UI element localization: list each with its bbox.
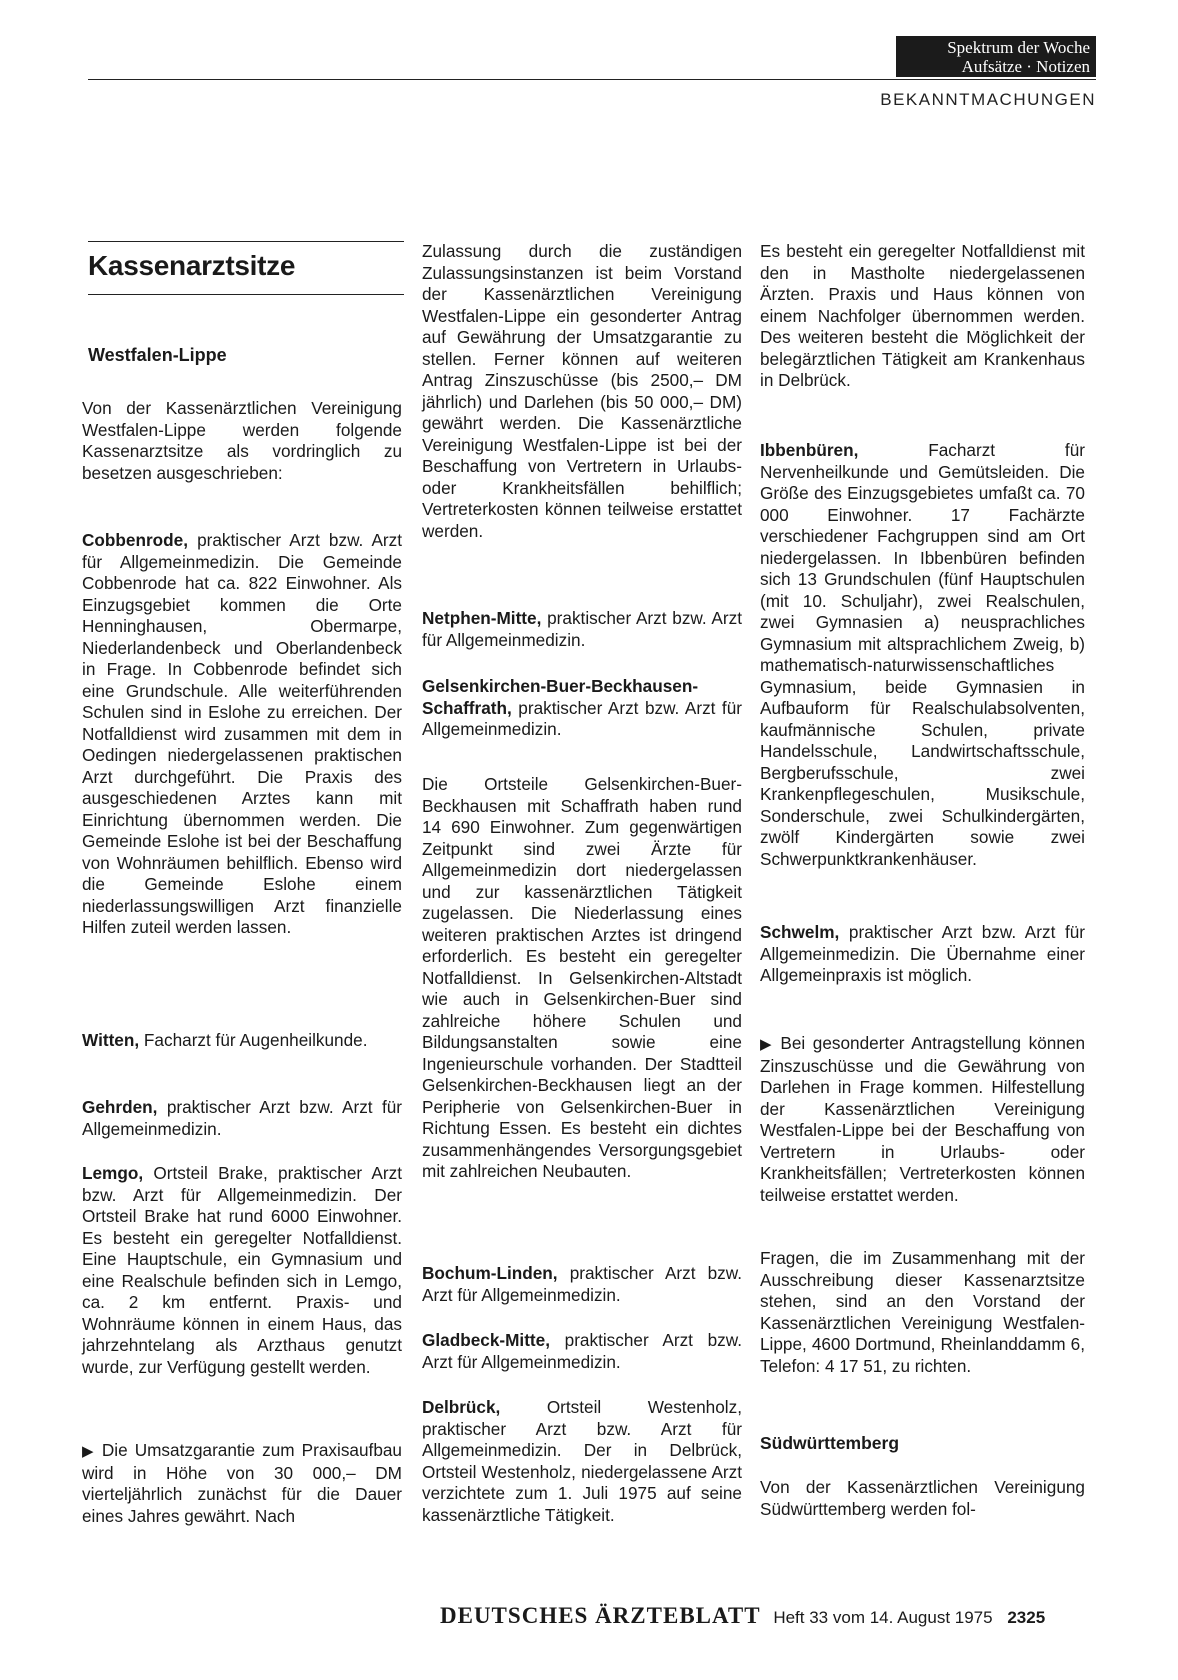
region-heading-westfalen: Westfalen-Lippe [88,345,227,365]
paragraph: Es besteht ein geregelter Notfalldienst mit den in Mastholte niedergelassenen Ärzten. Praxis und Haus können von einem Nachfolger übernommen werden. Des weiteren besteht die Möglichkeit der belegärztlichen Tätigkeit am Krankenhaus in Delbrück. [760,241,1085,390]
place-name: Cobbenrode, [82,530,188,550]
place-name: Gehrden, [82,1097,158,1117]
place-name: Delbrück, [422,1397,501,1417]
triangle-right-icon: ▶ [760,1036,775,1053]
place-name: Netphen-Mitte, [422,608,542,628]
article-title: Kassenarztsitze [88,250,296,281]
place-name: Bochum-Linden, [422,1263,558,1283]
paragraph: Gladbeck-Mitte, praktischer Arzt bzw. Arzt für Allgemeinmedizin. [422,1330,742,1372]
place-name: Ibbenbüren, [760,440,859,460]
paragraph: Bochum-Linden, praktischer Arzt bzw. Arzt für Allgemeinmedizin. [422,1263,743,1305]
region-heading-suedwuerttemberg: Südwürttemberg [760,1433,900,1453]
paragraph: Schwelm, praktischer Arzt bzw. Arzt für Allgemeinmedizin. Die Übernahme einer Allgemeinpraxis ist möglich. [760,922,1086,985]
paragraph: Von der Kassenärztlichen Vereinigung Südwürttemberg werden fol- [760,1477,1085,1519]
journal-name: DEUTSCHES ÄRZTEBLATT [440,1603,761,1628]
paragraph: Zulassung durch die zuständigen Zulassungsinstanzen ist beim Vorstand der Kassenärztlichen Vereinigung Westfalen-Lippe ein gesonderter Antrag auf Gewährung der Umsatzgarantie zu stellen. Ferner können auf weiteren Antrag Zinszuschüsse (bis 2500,– DM jährlich) und Darlehen (bis 50 000,– DM) gewährt werden. Die Kassenärztliche Vereinigung Westfalen-Lippe ist bei der Beschaffung von Vertretern in Urlaubs- oder Krankheitsfällen behilflich; Vertreterkosten können teilweise erstattet werden. [422,241,742,541]
paragraph: Lemgo, Ortsteil Brake, praktischer Arzt bzw. Arzt für Allgemeinmedizin. Der Ortsteil Brake hat rund 6000 Einwohner. Es besteht ein geregelter Notfalldienst. Eine Hauptschule, ein Gymnasium und eine Realschule befinden sich in Lemgo, ca. 2 km entfernt. Praxis- und Wohnräume können in einem Haus, das jahrzehntelang als Arzthaus genutzt wurde, zur Verfügung gestellt werden. [82,1163,402,1377]
paragraph: Von der Kassenärztlichen Vereinigung Westfalen-Lippe werden folgende Kassenarztsitze als vordringlich zu besetzen ausgeschrieben: [82,398,402,483]
paragraph: Netphen-Mitte, praktischer Arzt bzw. Arzt für Allgemeinmedizin. [422,608,742,650]
place-name: Gladbeck-Mitte, [422,1330,550,1350]
badge-line-2: Aufsätze · Notizen [961,57,1090,76]
issue-info: Heft 33 vom 14. August 1975 [773,1608,993,1627]
paragraph: Fragen, die im Zusammenhang mit der Ausschreibung dieser Kassenarztsitze stehen, sind an den Vorstand der Kassenärztlichen Vereinigung Westfalen-Lippe, 4600 Dortmund, Rheinlanddamm 6, Telefon: 4 17 51, zu richten. [760,1248,1085,1376]
place-name: Witten, [82,1030,140,1050]
paragraph: Die Ortsteile Gelsenkirchen-Buer-Beckhausen mit Schaffrath haben rund 14 690 Einwohner. Zum gegenwärtigen Zeitpunkt sind zwei Ärzte für Allgemeinmedizin dort niedergelassen und zur kassenärztlichen Tätigkeit zugelassen. Die Niederlassung eines weiteren praktischen Arztes ist dringend erforderlich. Es besteht ein geregelter Notfalldienst. In Gelsenkirchen-Altstadt wie auch in Gelsenkirchen-Buer sind zahlreiche höhere Schulen und Bildungsanstalten sowie eine Ingenieurschule vorhanden. Der Stadtteil Gelsenkirchen-Beckhausen liegt an der Peripherie von Gelsenkirchen-Buer in Richtung Essen. Es besteht ein dichtes zusammenhängendes Versorgungsgebiet mit zahlreichen Neubauten. [422,774,742,1181]
page-footer [440,1603,1045,1629]
header-rule [88,79,1096,80]
page-number: 2325 [1007,1608,1046,1627]
paragraph: ▶ Bei gesonderter Antragstellung können Zinszuschüsse und die Gewährung von Darlehen in Frage kommen. Hilfestellung der Kassenärztlichen Vereinigung Westfalen-Lippe bei der Beschaffung von Vertretern in Urlaubs- oder Krankheitsfällen; Vertreterkosten können teilweise erstattet werden. [760,1033,1086,1205]
section-label: BEKANNTMACHUNGEN [880,90,1096,109]
paragraph: Cobbenrode, praktischer Arzt bzw. Arzt für Allgemeinmedizin. Die Gemeinde Cobbenrode hat ca. 822 Einwohner. Als Einzugsgebiet kommen die Orte Henninghausen, Obermarpe, Niederlandenbeck und Oberlandenbeck in Frage. In Cobbenrode befindet sich eine Grundschule. Alle weiterführenden Schulen sind in Eslohe zu erreichen. Der Notfalldienst wird zusammen mit dem in Oedingen niedergelassenen praktischen Arzt durchgeführt. Die Praxis des ausgeschiedenen Arztes kann mit Einrichtung übernommen werden. Die Gemeinde Eslohe ist bei der Beschaffung von Wohnräumen behilflich. Ebenso wird die Gemeinde Eslohe einem niederlassungswilligen Arzt finanzielle Hilfen zuteil werden lassen. [82,530,402,937]
triangle-right-icon: ▶ [82,1443,96,1460]
title-rule-top [88,241,404,242]
badge-line-1: Spektrum der Woche [947,38,1090,57]
paragraph: ▶ Die Umsatzgarantie zum Praxisaufbau wird in Höhe von 30 000,– DM vierteljährlich zunächst für die Dauer eines Jahres gewährt. Nach [82,1440,402,1526]
paragraph: Ibbenbüren, Facharzt für Nervenheilkunde und Gemütsleiden. Die Größe des Einzugsgebietes umfaßt ca. 70 000 Einwohner. 17 Fachärzte verschiedener Fachgruppen sind am Ort niedergelassen. In Ibbenbüren befinden sich 13 Grundschulen (fünf Hauptschulen (mit 10. Schuljahr), zwei Realschulen, zwei Gymnasien a) neusprachliches Gymnasium mit altsprachlichem Zweig, b) mathematisch-naturwissenschaftliches Gymnasium, beide Gymnasien in Aufbauform für Realschulabsolventen, kaufmännische Schulen, private Handelsschule, Landwirtschaftsschule, Bergberufsschule, zwei Krankenpflegeschulen, Musikschule, Sonderschule, zwei Schulkindergärten, zwölf Kindergärten sowie zwei Schwerpunktkrankenhäuser. [760,440,1085,869]
place-name: Lemgo, [82,1163,144,1183]
paragraph: Witten, Facharzt für Augenheilkunde. [82,1030,368,1050]
place-name: Gelsenkirchen-Buer-Beckhausen-Schaffrath, [422,676,699,718]
title-rule-bottom [88,294,404,295]
paragraph: Gelsenkirchen-Buer-Beckhausen-Schaffrath, praktischer Arzt bzw. Arzt für Allgemeinmedizin. [422,676,742,739]
paragraph: Gehrden, praktischer Arzt bzw. Arzt für Allgemeinmedizin. [82,1097,403,1139]
paragraph: Delbrück, Ortsteil Westenholz, praktischer Arzt bzw. Arzt für Allgemeinmedizin. Der in Delbrück, Ortsteil Westenholz, niedergelassene Arzt verzichtete zum 1. Juli 1975 auf seine kassenärztliche Tätigkeit. [422,1397,742,1525]
section-badge [896,36,1096,77]
place-name: Schwelm, [760,922,840,942]
